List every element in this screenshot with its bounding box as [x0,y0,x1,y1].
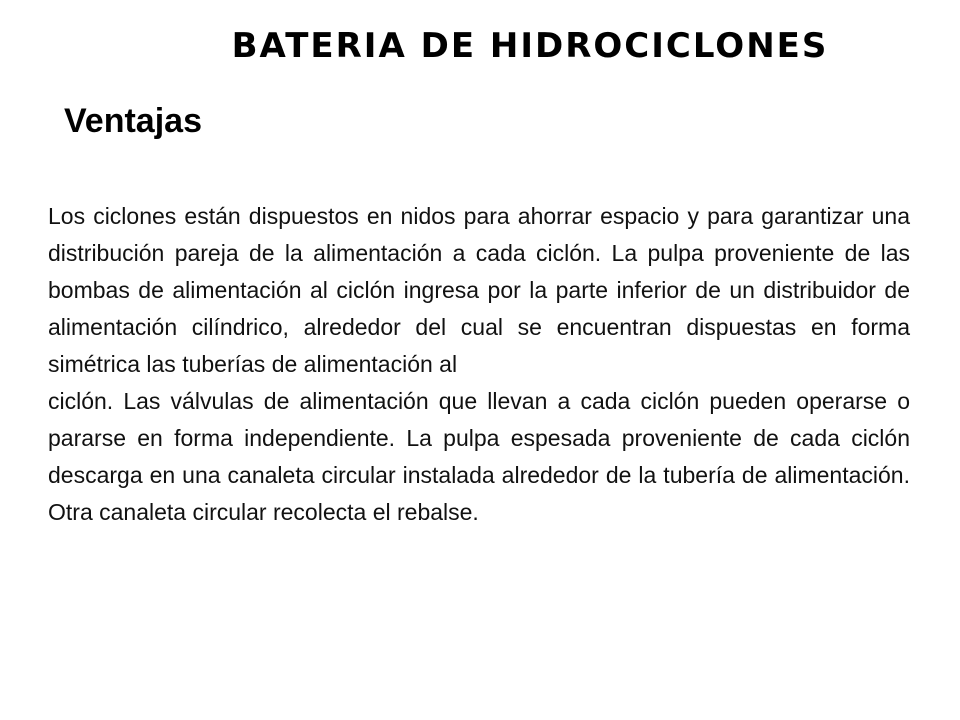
paragraph-1: Los ciclones están dispuestos en nidos para ahorrar espacio y para garantizar una distribución pareja de la alimentación a cada ciclón. La pulpa proveniente de las bombas de alimentación al ciclón ingresa por la parte inferior de un distribuidor de alimentación cilíndrico, alrededor del cual se encuentran dispuestas en forma simétrica las tuberías de alimentación al [48,203,910,377]
paragraph-2: ciclón. Las válvulas de alimentación que llevan a cada ciclón pueden operarse o pararse en forma independiente. La pulpa espesada proveniente de cada ciclón descarga en una canaleta circular instalada alrededor de la tubería de alimentación. Otra canaleta circular recolecta el rebalse. [48,388,910,525]
body-text [48,198,910,531]
section-subtitle: Ventajas [64,102,202,140]
slide-title: BATERIA DE HIDROCICLONES [231,26,829,66]
